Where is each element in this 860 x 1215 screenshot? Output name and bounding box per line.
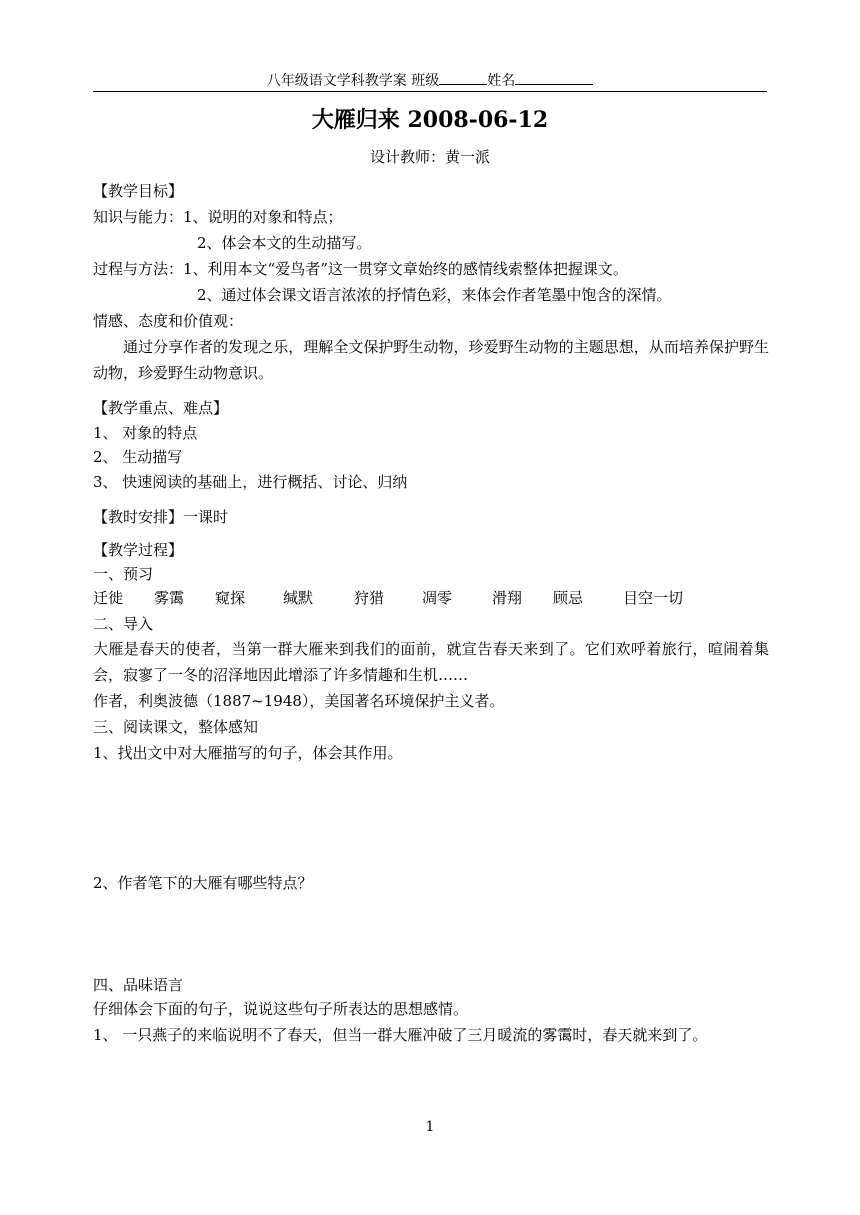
- class-blank[interactable]: [439, 70, 487, 85]
- page-header: [93, 70, 767, 90]
- header-text: 八年级语文学科教学案 班级: [266, 73, 440, 89]
- designer-line: 设计教师：黄一派: [369, 148, 490, 166]
- process-heading: 【教学过程】: [93, 541, 184, 559]
- vocab-word: 迁徙: [93, 589, 124, 607]
- taste-heading: 四、品味语言: [93, 976, 184, 994]
- preview-heading: 一、预习: [93, 565, 154, 583]
- knowledge-line-2: 2、体会本文的生动描写。: [197, 234, 372, 252]
- name-label: 姓名: [487, 73, 516, 89]
- vocab-word: 窥探: [215, 589, 246, 607]
- author-line: 作者，利奥波德（1887~1948），美国著名环境保护主义者。: [93, 692, 505, 710]
- header-rule: [93, 91, 767, 92]
- name-blank[interactable]: [515, 70, 593, 85]
- question-2: 2、作者笔下的大雁有哪些特点？: [93, 874, 313, 892]
- knowledge-line-1: 知识与能力：1、说明的对象和特点；: [93, 208, 343, 226]
- vocab-word: 凋零: [422, 589, 453, 607]
- vocab-word: 顾忌: [553, 589, 584, 607]
- vocab-word: 缄默: [283, 589, 314, 607]
- taste-item-1: 1、 一只燕子的来临说明不了春天，但当一群大雁冲破了三月暖流的雾霭时，春天就来到了。: [93, 1026, 708, 1044]
- emotion-paragraph: 通过分享作者的发现之乐，理解全文保护野生动物，珍爱野生动物的主题思想，从而培养保护野生动物，珍爱野生动物意识。: [93, 338, 769, 382]
- reading-heading: 三、阅读课文，整体感知: [93, 718, 259, 736]
- process-line-1: 过程与方法：1、利用本文“爱鸟者”这一贯穿文章始终的感情线索整体把握课文。: [93, 260, 628, 278]
- page-number: 1: [425, 1119, 435, 1135]
- key-point-item: 2、 生动描写: [93, 448, 183, 466]
- vocab-word: 雾霭: [154, 589, 185, 607]
- schedule-line: 【教时安排】一课时: [93, 508, 229, 526]
- intro-heading: 二、导入: [93, 615, 154, 633]
- question-1: 1、找出文中对大雁描写的句子，体会其作用。: [93, 744, 403, 762]
- taste-instruction: 仔细体会下面的句子，说说这些句子所表达的思想感情。: [93, 1000, 469, 1018]
- key-point-item: 3、 快速阅读的基础上，进行概括、讨论、归纳: [93, 473, 408, 491]
- vocab-word: 目空一切: [623, 589, 684, 607]
- objectives-heading: 【教学目标】: [93, 182, 184, 200]
- emotion-label: 情感、态度和价值观：: [93, 312, 244, 330]
- page-title: 大雁归来 2008-06-12: [311, 107, 549, 133]
- intro-paragraph: 大雁是春天的使者，当第一群大雁来到我们的面前，就宣告春天来到了。它们欢呼着旅行，喧闹着集会，寂寥了一冬的沼泽地因此增添了许多情趣和生机……: [93, 640, 769, 684]
- process-line-2: 2、通过体会课文语言浓浓的抒情色彩，来体会作者笔墨中饱含的深情。: [197, 286, 672, 304]
- vocab-word: 狩猎: [354, 589, 385, 607]
- vocab-word: 滑翔: [492, 589, 523, 607]
- key-point-item: 1、 对象的特点: [93, 424, 198, 442]
- key-points-heading: 【教学重点、难点】: [93, 399, 229, 417]
